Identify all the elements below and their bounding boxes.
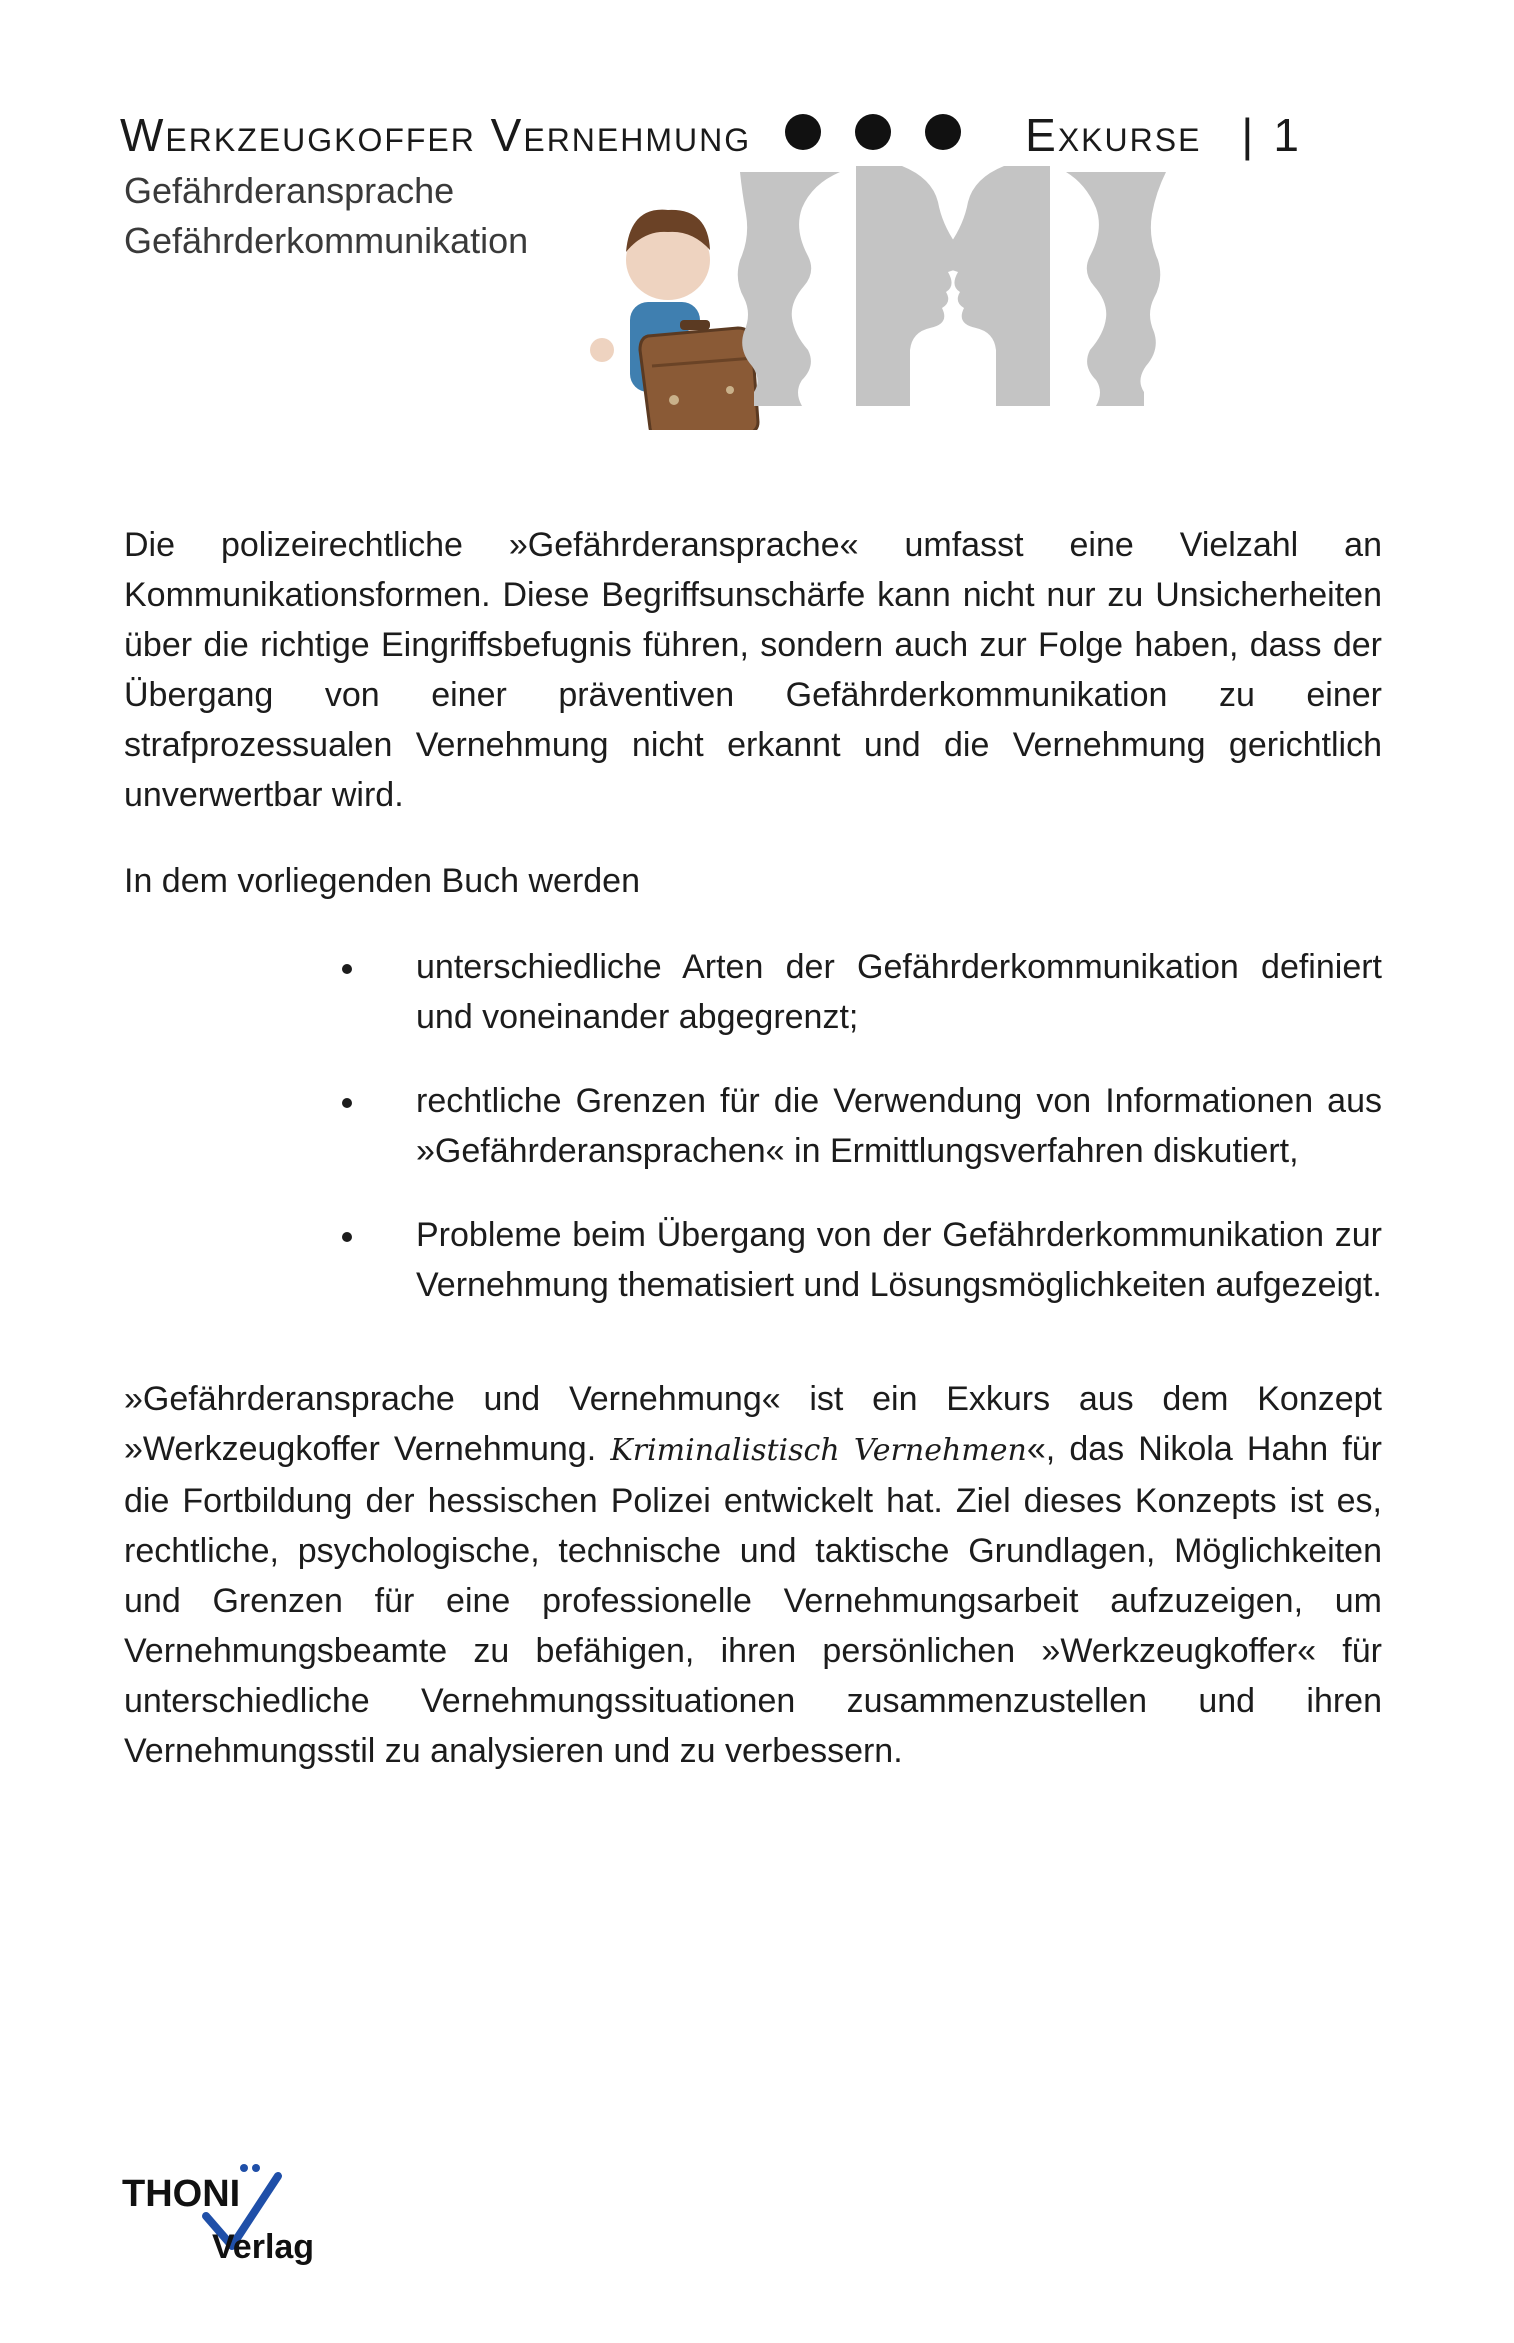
subtitle-line-2: Gefährderkommunikation	[124, 220, 529, 261]
page-number: 1	[1273, 109, 1299, 161]
logo-line-2: Verlag	[212, 2228, 315, 2266]
face-vase-silhouettes-icon	[738, 166, 1166, 406]
subtitle-line-1: Gefährderansprache	[124, 170, 455, 211]
list-item: unterschiedliche Arten der Gefährderkommunikation definiert und voneinander abgegrenzt;	[416, 942, 1382, 1042]
list-item: rechtliche Grenzen für die Verwendung von Informationen aus »Gefährderansprachen« in Ermittlungsverfahren diskutiert,	[416, 1076, 1382, 1176]
dot-icon	[785, 114, 821, 150]
logo-dot-icon	[240, 2164, 248, 2172]
publisher-logo	[120, 2160, 320, 2270]
header-separator: |	[1241, 109, 1254, 161]
main-content	[124, 520, 1382, 1776]
dot-icon	[855, 114, 891, 150]
logo-dot-icon	[252, 2164, 260, 2172]
paragraph-intro: Die polizeirechtliche »Gefährderansprache« umfasst eine Vielzahl an Kommunikationsformen. Diese Begriffsunschärfe kann nicht nur zu Unsicherheiten über die richtige Eingriffsbefugnis führen, sondern auch zur Folge haben, dass der Übergang von einer präventiven Gefährderkommunikation zu einer strafprozessualen Vernehmung nicht erkannt und die Vernehmung gerichtlich unverwertbar wird.	[124, 526, 1382, 814]
paragraph-concept-part-1: »Gefährderansprache und Vernehmung« ist ein Exkurs aus dem Konzept »Werkzeugkoffer Vernehmung.	[124, 1380, 1382, 1468]
subtitle	[124, 166, 528, 266]
paragraph-list-intro: In dem vorliegenden Buch werden	[124, 862, 640, 900]
logo-line-1: THONI	[122, 2173, 241, 2215]
header-dots	[785, 114, 961, 150]
header-illustration	[580, 160, 1340, 430]
paragraph-concept	[124, 1374, 1382, 1776]
section-title: Exkurse	[1025, 109, 1202, 161]
page-header	[120, 92, 1380, 161]
paragraph-concept-part-2: «, das Nikola Hahn für die Fortbildung der hessischen Polizei entwickelt hat. Ziel dieses Konzepts ist es, rechtliche, psychologische, technische und taktische Grundlagen, Möglichkeiten und Grenzen für eine professionelle Vernehmungsarbeit aufzuzeigen, um Vernehmungsbeamte zu befähigen, ihren persönlichen »Werkzeugkoffer« für unterschiedliche Vernehmungssituationen zusammenzustellen und ihren Vernehmungsstil zu analysieren und zu verbessern.	[124, 1430, 1383, 1770]
figure-with-suitcase-icon	[590, 210, 758, 430]
dot-icon	[925, 114, 961, 150]
bullet-list	[124, 942, 1382, 1310]
book-title: Werkzeugkoffer Vernehmung	[120, 109, 752, 161]
script-title: Kriminalistisch Vernehmen	[610, 1433, 1027, 1468]
list-item: Probleme beim Übergang von der Gefährderkommunikation zur Vernehmung thematisiert und Lösungsmöglichkeiten aufgezeigt.	[416, 1210, 1382, 1310]
